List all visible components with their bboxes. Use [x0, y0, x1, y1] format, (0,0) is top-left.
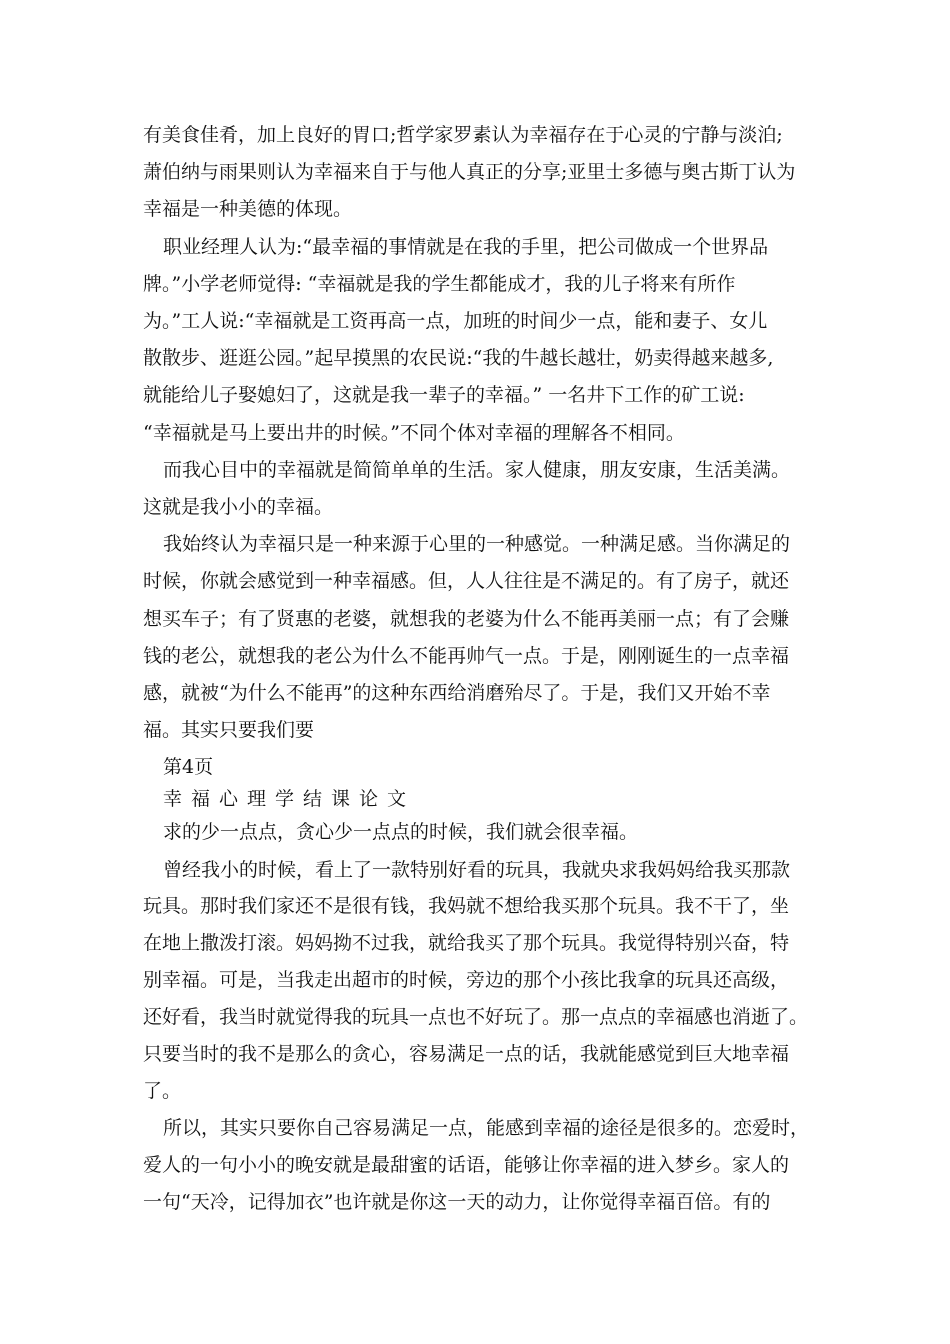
text-line: 玩具。那时我们家还不是很有钱，我妈就不想给我买那个玩具。我不干了，坐 [143, 895, 790, 917]
running-header: 幸福心理学结课论文 [163, 788, 416, 810]
text-line: 幸福是一种美德的体现。 [143, 198, 353, 220]
text-line: 只要当时的我不是那么的贪心，容易满足一点的话，我就能感觉到巨大地幸福 [143, 1043, 790, 1065]
text-line: 一句“天冷，记得加衣”也许就是你这一天的动力，让你觉得幸福百倍。有的 [143, 1191, 771, 1213]
page-number: 第4页 [163, 756, 214, 778]
text-line: 在地上撒泼打滚。妈妈拗不过我，就给我买了那个玩具。我觉得特别兴奋，特 [143, 932, 790, 954]
text-line: 想买车子；有了贤惠的老婆，就想我的老婆为什么不能再美丽一点；有了会赚 [143, 608, 790, 630]
text-line: 牌。”小学老师觉得: “幸福就是我的学生都能成才，我的儿子将来有所作 [143, 273, 736, 295]
text-line: 了。 [143, 1080, 182, 1102]
text-line: 别幸福。可是，当我走出超市的时候，旁边的那个小孩比我拿的玩具还高级， [143, 969, 790, 991]
text-line: 福。其实只要我们要 [143, 719, 315, 741]
text-line: 职业经理人认为:“最幸福的事情就是在我的手里，把公司做成一个世界品 [163, 236, 769, 258]
text-line: 感，就被“为什么不能再”的这种东西给消磨殆尽了。于是，我们又开始不幸 [143, 682, 771, 704]
text-line: 而我心目中的幸福就是简简单单的生活。家人健康，朋友安康，生活美满。 [163, 459, 791, 481]
text-line: 我始终认为幸福只是一种来源于心里的一种感觉。一种满足感。当你满足的 [163, 533, 791, 555]
text-line: “幸福就是马上要出井的时候。”不同个体对幸福的理解各不相同。 [143, 422, 685, 444]
text-line: 爱人的一句小小的晚安就是最甜蜜的话语，能够让你幸福的进入梦乡。家人的 [143, 1154, 790, 1176]
text-line: 曾经我小的时候，看上了一款特别好看的玩具，我就央求我妈妈给我买那款 [163, 859, 791, 881]
text-line: 所以，其实只要你自己容易满足一点，能感到幸福的途径是很多的。恋爱时， [163, 1117, 810, 1139]
text-line: 就能给儿子娶媳妇了，这就是我一辈子的幸福。” 一名井下工作的矿工说: [143, 384, 745, 406]
text-line: 散散步、逛逛公园。”起早摸黑的农民说:“我的牛越长越壮，奶卖得越来越多, [143, 347, 774, 369]
text-line: 还好看，我当时就觉得我的玩具一点也不好玩了。那一点点的幸福感也消逝了。 [143, 1006, 809, 1028]
text-line: 萧伯纳与雨果则认为幸福来自于与他人真正的分享;亚里士多德与奥古斯丁认为 [143, 161, 796, 183]
text-line: 求的少一点点，贪心少一点点的时候，我们就会很幸福。 [163, 821, 639, 843]
text-line: 有美食佳肴，加上良好的胃口;哲学家罗素认为幸福存在于心灵的宁静与淡泊; [143, 124, 783, 146]
text-line: 时候，你就会感觉到一种幸福感。但，人人往往是不满足的。有了房子，就还 [143, 570, 790, 592]
text-line: 这就是我小小的幸福。 [143, 496, 334, 518]
text-line: 为。”工人说:“幸福就是工资再高一点，加班的时间少一点，能和妻子、女儿 [143, 310, 768, 332]
text-line: 钱的老公，就想我的老公为什么不能再帅气一点。于是，刚刚诞生的一点幸福 [143, 645, 790, 667]
